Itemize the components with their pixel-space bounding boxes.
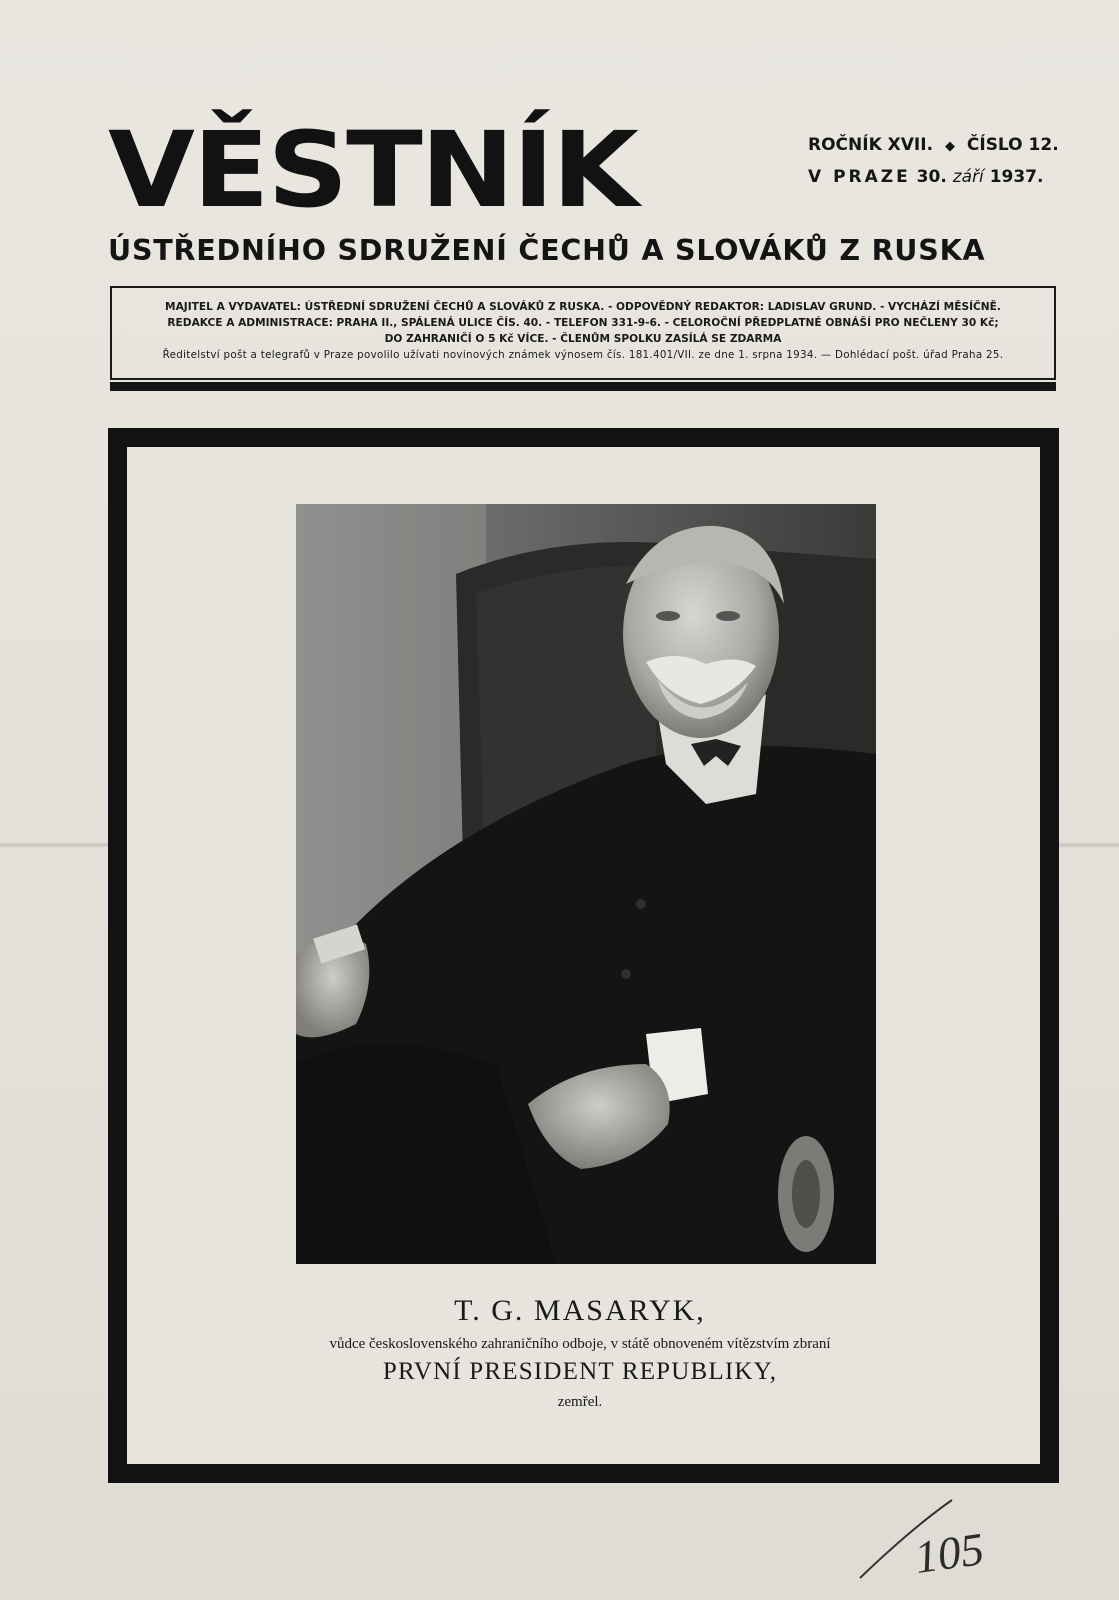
- publisher-line: MAJITEL A VYDAVATEL: ÚSTŘEDNÍ SDRUŽENÍ ČECHŮ A SLOVÁKŮ Z RUSKA. - ODPOVĚDNÝ REDAKTOR: LADISLAV GRUND. - VYCHÁZÍ MĚSÍČNĚ.: [165, 301, 1001, 313]
- publisher-info-box: [110, 286, 1056, 380]
- diamond-icon: ◆: [944, 139, 955, 154]
- issue-date-line: [808, 162, 1068, 192]
- portrait-photo: [296, 504, 876, 1264]
- caption-ending: zemřel.: [557, 1394, 603, 1410]
- issue-month: září: [952, 167, 984, 187]
- caption-name: T. G. MASARYK,: [454, 1294, 706, 1327]
- issue-place: V PRAZE: [808, 167, 911, 187]
- issue-info: [808, 130, 1068, 192]
- masthead-subtitle: ÚSTŘEDNÍHO SDRUŽENÍ ČECHŮ A SLOVÁKŮ Z RUSKA: [108, 234, 986, 267]
- issue-volume: ROČNÍK XVII.: [808, 135, 934, 155]
- handwritten-number: 105: [911, 1522, 987, 1583]
- issue-year: 1937.: [989, 167, 1044, 187]
- portrait-illustration: [296, 504, 876, 1264]
- issue-number: ČÍSLO 12.: [966, 135, 1059, 155]
- issue-number-line: [808, 130, 1068, 162]
- issue-day: 30.: [916, 167, 947, 187]
- postal-permit-line: Ředitelství pošt a telegrafů v Praze povolilo užívati novinových známek výnosem čís. 181.401/VII. ze dne 1. srpna 1934. — Dohlédací pošt. úřad Praha 25.: [162, 349, 1004, 361]
- handwritten-note: [852, 1488, 1052, 1588]
- editorial-address-line: REDAKCE A ADMINISTRACE: PRAHA II., SPÁLENÁ ULICE ČÍS. 40. - TELEFON 331-9-6. - CELOROČNÍ PŘEDPLATNÉ OBNÁŠÍ PRO NEČLENY 30 Kč;: [167, 317, 999, 329]
- caption-description: vůdce československého zahraničního odboje, v státě obnoveném vítězstvím zbraní: [329, 1336, 831, 1352]
- subscription-line: DO ZAHRANIČÍ O 5 Kč VÍCE. - ČLENŮM SPOLKU ZASÍLÁ SE ZDARMA: [384, 333, 782, 345]
- masthead-rule: [110, 382, 1056, 391]
- masthead-title: VĚSTNÍK: [108, 109, 637, 231]
- caption-title: PRVNÍ PRESIDENT REPUBLIKY,: [382, 1358, 778, 1385]
